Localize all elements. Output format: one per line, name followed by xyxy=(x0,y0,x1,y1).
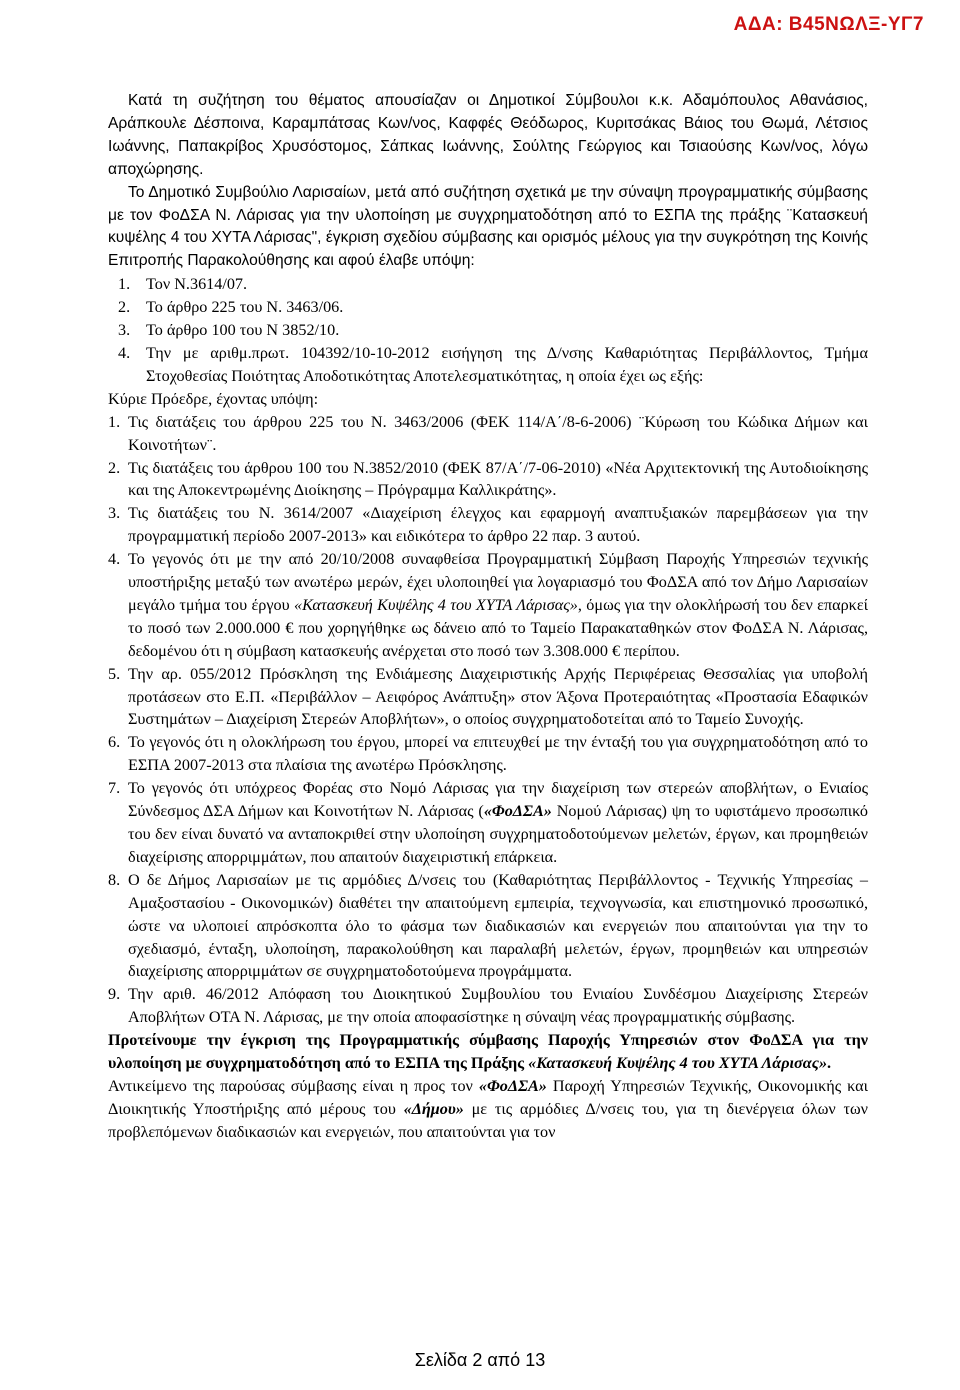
considerations-list xyxy=(108,273,868,388)
item-number: 9. xyxy=(108,985,121,1004)
item-number: 6. xyxy=(108,733,121,752)
item-text: Το γεγονός ότι η ολοκλήρωση του έργου, μπορεί να επιτευχθεί με την ένταξή του για συγχρηματοδότηση από το ΕΣΠΑ 2007-2013 στα πλαίσια της ανωτέρω Πρόσκλησης. xyxy=(128,733,868,775)
item-number: 1. xyxy=(108,412,121,431)
item-text: Ο δε Δήμος Λαρισαίων με τις αρμόδιες Δ/νσεις του (Καθαριότητας Περιβάλλοντος - Τεχνικής Υπηρεσίας – Αμαξοστασίου - Οικονομικών) διαθέτει την απαιτούμενη εμπειρία, τεχνογνωσία, και επιστημονικό προσωπικό, ώστε να υλοποιεί απρόσκοπτα όλο το φάσμα των διαδικασιών και ενεργειών που απαιτούνται για την το σχεδιασμό, ένταξη, υλοποίηση, παρακολούθηση και παραλαβή μελετών, έργων, προμηθειών και υπηρεσιών διαχείρισης απορριμμάτων σε συγχρηματοδοτούμενα προγράμματα. xyxy=(128,870,868,981)
object-fodsa: «ΦοΔΣΑ» xyxy=(478,1076,547,1095)
object-dimos: «Δήμου» xyxy=(403,1099,464,1118)
item-number: 2. xyxy=(108,458,121,477)
proposal-paragraph xyxy=(108,1029,868,1075)
document-body xyxy=(108,90,868,1144)
item-text-bold-italic: «ΦοΔΣΑ» xyxy=(483,802,552,821)
item-text-a: Το γεγονός ότι με την από 20/10/2008 συναφθείσα Προγραμματική Σύμβαση Παροχής Υπηρεσιών τεχνικής υποστήριξης μεταξύ των ανωτέρω μερών, έχει υλοποιηθεί για λογαριασμό του ΦοΔΣΑ από τον Δήμο Λαρισαίων μεγάλο τμήμα του έργου xyxy=(128,550,868,614)
list-item xyxy=(108,869,868,984)
consideration-number: 2. xyxy=(118,298,131,317)
council-paragraph xyxy=(108,182,868,274)
item-text: Τις διατάξεις του άρθρου 100 του Ν.3852/2010 (ΦΕΚ 87/Α΄/7-06-2010) «Νέα Αρχιτεκτονική της Αυτοδιοίκησης και της Αποκεντρωμένης Διοίκησης – Πρόγραμμα Καλλικράτης». xyxy=(128,458,868,500)
absent-paragraph: Κατά τη συζήτηση του θέματος απουσίαζαν οι Δημοτικοί Σύμβουλοι κ.κ. Αδαμόπουλος Αθανάσιος, Αράπκουλε Δέσποινα, Καραμπάτσας Κων/νος, Καφφές Θεόδωρος, Κυριτσάκας Βάιος του Θωμά, Λέτσιος Ιωάννης, Παπακρίβος Χρυσόστομος, Σάπκας Ιωάννης, Σούλτης Γεώργιος και Τσιαούσης Κων/νος, λόγω αποχώρησης. xyxy=(108,92,868,178)
list-item xyxy=(108,548,868,663)
item-text-b: Νομού Λάρισας) ψη το υφιστάμενο προσωπικό του δεν είναι δυνατό να ανταποκριθεί στην υλοποίηση συγχρηματοδοτούμενων μελετών, έργων, και προμηθειών διαχείρισης απορριμμάτων, που απαιτούν διαχειριστική επάρκεια. xyxy=(128,802,869,866)
consideration-text: Το άρθρο 225 του Ν. 3463/06. xyxy=(146,298,344,317)
list-item xyxy=(108,411,868,457)
consideration-item xyxy=(108,296,868,319)
consideration-number: 3. xyxy=(118,321,131,340)
item-text-italic: «Κατασκευή Κυψέλης 4 του ΧΥΤΑ Λάρισας» xyxy=(294,595,578,614)
consideration-text: Τον Ν.3614/07. xyxy=(146,275,248,294)
list-item xyxy=(108,663,868,732)
consideration-item xyxy=(108,319,868,342)
council-text-b: Λάρισας για την υλοποίηση με συγχρηματοδότηση από το ΕΣΠΑ της πράξης ¨Κατασκευή κυψέλης 4 του ΧΥΤΑ Λάρισας", έγκριση σχεδίου σύμβασης και ορισμός μέλους για την συγκρότηση της Κοινής Επιτροπής Παρακολούθησης και αφού έλαβε υπόψη: xyxy=(108,206,868,270)
item-number: 4. xyxy=(108,550,121,569)
item-text: Τις διατάξεις του άρθρου 225 του Ν. 3463/2006 (ΦΕΚ 114/Α΄/8-6-2006) ¨Κύρωση του Κώδικα Δήμων και Κοινοτήτων¨. xyxy=(128,412,868,454)
consideration-item xyxy=(108,273,868,296)
opening-block xyxy=(108,90,868,273)
item-number: 8. xyxy=(108,870,121,889)
item-number: 7. xyxy=(108,779,121,798)
salutation: Κύριε Πρόεδρε, έχοντας υπόψη: xyxy=(108,389,319,408)
consideration-item xyxy=(108,342,868,388)
proposal-end: . xyxy=(827,1054,832,1073)
list-item xyxy=(108,502,868,548)
numbered-items xyxy=(108,411,868,1029)
object-paragraph xyxy=(108,1075,868,1144)
item-text-b: , όμως για την ολοκλήρωσή του δεν επαρκεί το ποσό των 2.000.000 € που χορηγήθηκε ως δάνειο από το Ταμείο Παρακαταθηκών στον ΦοΔΣΑ Ν. Λάρισας, δεδομένου ότι η σύμβαση κατασκευής ανέρχεται στο ποσό των 3.308.000 € περίπου. xyxy=(128,595,868,660)
proposal-text: Προτείνουμε την έγκριση της Προγραμματικής σύμβασης Παροχής Υπηρεσιών στον ΦοΔΣΑ για την υλοποίηση με συγχρηματοδότηση από το ΕΣΠΑ της Πράξης xyxy=(108,1031,868,1073)
item-number: 3. xyxy=(108,504,121,523)
consideration-number: 1. xyxy=(118,275,131,294)
list-item xyxy=(108,457,868,503)
consideration-text: Το άρθρο 100 του Ν 3852/10. xyxy=(146,321,340,340)
object-text-a: Αντικείμενο της παρούσας σύμβασης είναι η προς τον xyxy=(108,1076,479,1095)
object-text-d: με τις αρμόδιες Δ/νσεις του, για τη διενέργεια όλων των προβλεπόμενων διαδικασιών και ενεργειών, που απαιτούνται για τον xyxy=(108,1099,868,1141)
object-text-c: Παροχή Υπηρεσιών Τεχνικής, Οικονομικής και Διοικητικής Υποστήριξης από μέρους του xyxy=(108,1076,869,1118)
list-item xyxy=(108,731,868,777)
item-number: 5. xyxy=(108,664,121,683)
list-item xyxy=(108,983,868,1029)
item-text: Την αριθ. 46/2012 Απόφαση του Διοικητικού Συμβουλίου του Ενιαίου Συνδέσμου Διαχείρισης Στερεών Αποβλήτων ΟΤΑ Ν. Λάρισας, με την οποία αποφασίστηκε η σύναψη νέας προγραμματικής σύμβασης. xyxy=(128,985,868,1027)
ada-code: ΑΔΑ: Β45ΝΩΛΞ-ΥΓ7 xyxy=(733,14,924,35)
item-text: Την αρ. 055/2012 Πρόσκληση της Ενδιάμεσης Διαχειριστικής Αρχής Περιφέρειας Θεσσαλίας για υποβολή προτάσεων στο Ε.Π. «Περιβάλλον – Αειφόρος Ανάπτυξη» στον Άξονα Προτεραιότητας «Προστασία Εδαφικών Συστημάτων – Διαχείριση Στερεών Αποβλήτων», ο οποίος συγχρηματοδοτείται από το Ταμείο Συνοχής. xyxy=(128,664,868,729)
proposal-project: «Κατασκευή Κυψέλης 4 του ΧΥΤΑ Λάρισας» xyxy=(528,1054,828,1073)
council-text-a: Το Δημοτικό Συμβούλιο Λαρισαίων, μετά από συζήτηση σχετικά με την σύναψη προγραμματικής σύμβασης με τον ΦοΔΣΑ Ν. xyxy=(108,183,868,224)
consideration-text: Την με αριθμ.πρωτ. 104392/10-10-2012 εισήγηση της Δ/νσης Καθαριότητας Περιβάλλοντος, Τμήμα Στοχοθεσίας Ποιότητας Αποδοτικότητας Αποτελεσματικότητας, η οποία έχει ως εξής: xyxy=(146,343,868,385)
list-item xyxy=(108,777,868,869)
item-text-a: Το γεγονός ότι υπόχρεος Φορέας στο Νομό Λάρισας για την διαχείριση των στερεών αποβλήτων, ο Ενιαίος Σύνδεσμος ΔΣΑ Δήμων και Κοινοτήτων Ν. Λάρισας ( xyxy=(128,779,868,821)
page-number: Σελίδα 2 από 13 xyxy=(414,1350,546,1370)
consideration-number: 4. xyxy=(118,343,131,362)
item-text: Τις διατάξεις του Ν. 3614/2007 «Διαχείριση έλεγχος και εφαρμογή αναπτυξιακών παρεμβάσεων για την προγραμματική περίοδο 2007-2013» και ειδικότερα το άρθρο 22 παρ. 3 αυτού. xyxy=(128,504,868,546)
